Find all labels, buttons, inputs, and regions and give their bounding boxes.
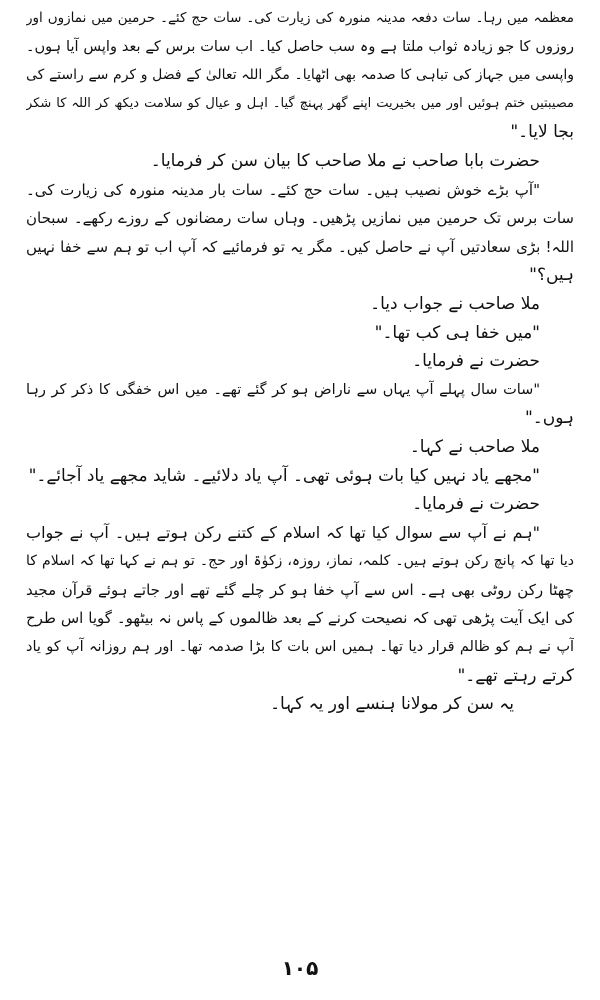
text-line-13: حضرت نے فرمایا۔ xyxy=(412,351,540,372)
text-line-19: "ہم نے آپ سے سوال کیا تھا کہ اسلام کے کتنے رکن ہوتے ہیں۔ آپ نے جواب xyxy=(26,522,540,542)
text-line-16: ملا صاحب نے کہا۔ xyxy=(409,436,540,457)
text-line-8: سات برس تک حرمین میں نمازیں پڑھیں۔ وہاں سات رمضانوں کے روزے رکھے۔ سبحان xyxy=(26,209,574,228)
text-line-5: بجا لایا۔" xyxy=(510,122,574,143)
text-line-2: روزوں کا جو زیادہ ثواب ملتا ہے وہ سب حاصل کیا۔ اب سات برس کے بعد واپس آیا ہوں۔ xyxy=(26,38,574,55)
text-line-14: "سات سال پہلے آپ یہاں سے ناراض ہو کر گئے تھے۔ میں اس خفگی کا ذکر کر رہا xyxy=(26,381,540,398)
text-line-7: "آپ بڑے خوش نصیب ہیں۔ سات حج کئے۔ سات بار مدینہ منورہ کی زیارت کی۔ xyxy=(26,180,540,199)
text-line-25: یہ سن کر مولانا ہنسے اور یہ کہا۔ xyxy=(270,694,514,715)
text-line-9: اللہ! بڑی سعادتیں آپ نے حاصل کیں۔ مگر یہ تو فرمائیے کہ آپ اب تو ہم سے خفا نہیں xyxy=(26,237,574,256)
text-line-17: "مجھے یاد نہیں کیا بات ہوئی تھی۔ آپ یاد دلائیے۔ شاید مجھے یاد آجائے۔" xyxy=(28,465,540,486)
text-line-4: مصیبتیں ختم ہوئیں اور میں بخیریت اپنے گھر پہنچ گیا۔ اہل و عیال کو سلامت دیکھ کر اللہ کا شکر xyxy=(26,95,574,111)
text-line-12: "میں خفا ہی کب تھا۔" xyxy=(374,322,540,343)
text-line-1: معظمہ میں رہا۔ سات دفعہ مدینہ منورہ کی زیارت کی۔ سات حج کئے۔ حرمین میں نمازوں اور xyxy=(26,10,574,26)
text-line-20: دیا تھا کہ پانچ رکن ہوتے ہیں۔ کلمہ، نماز، روزہ، زکوٰۃ اور حج۔ تو ہم نے کہا تھا کہ اسلام کا xyxy=(26,553,574,570)
text-line-3: واپسی میں جہاز کی تباہی کا صدمہ بھی اٹھایا۔ مگر اللہ تعالیٰ کے فضل و کرم سے راستے کی xyxy=(26,67,574,84)
text-line-6: حضرت بابا صاحب نے ملا صاحب کا بیان سن کر فرمایا۔ xyxy=(150,150,540,171)
text-line-15: ہوں۔" xyxy=(524,408,574,429)
text-line-11: ملا صاحب نے جواب دیا۔ xyxy=(370,293,540,314)
text-line-21: چھٹا رکن روٹی بھی ہے۔ اس سے آپ خفا ہو کر چلے گئے تھے اور جاتے ہوئے قرآن مجید xyxy=(26,580,574,599)
text-line-23: آپ نے ہم کو ظالم قرار دیا تھا۔ ہمیں اس بات کا بڑا صدمہ تھا۔ اور ہم روزانہ آپ کو یاد xyxy=(26,639,574,656)
text-line-18: حضرت نے فرمایا۔ xyxy=(412,494,540,515)
text-line-24: کرتے رہتے تھے۔" xyxy=(457,665,574,686)
page-number: ۱۰۵ xyxy=(281,956,319,980)
text-line-22: کی ایک آیت پڑھی تھی کہ نصیحت کرنے کے بعد ظالموں کے پاس نہ بیٹھو۔ گویا اس طرح xyxy=(26,609,574,628)
text-line-10: ہیں؟" xyxy=(529,265,574,286)
